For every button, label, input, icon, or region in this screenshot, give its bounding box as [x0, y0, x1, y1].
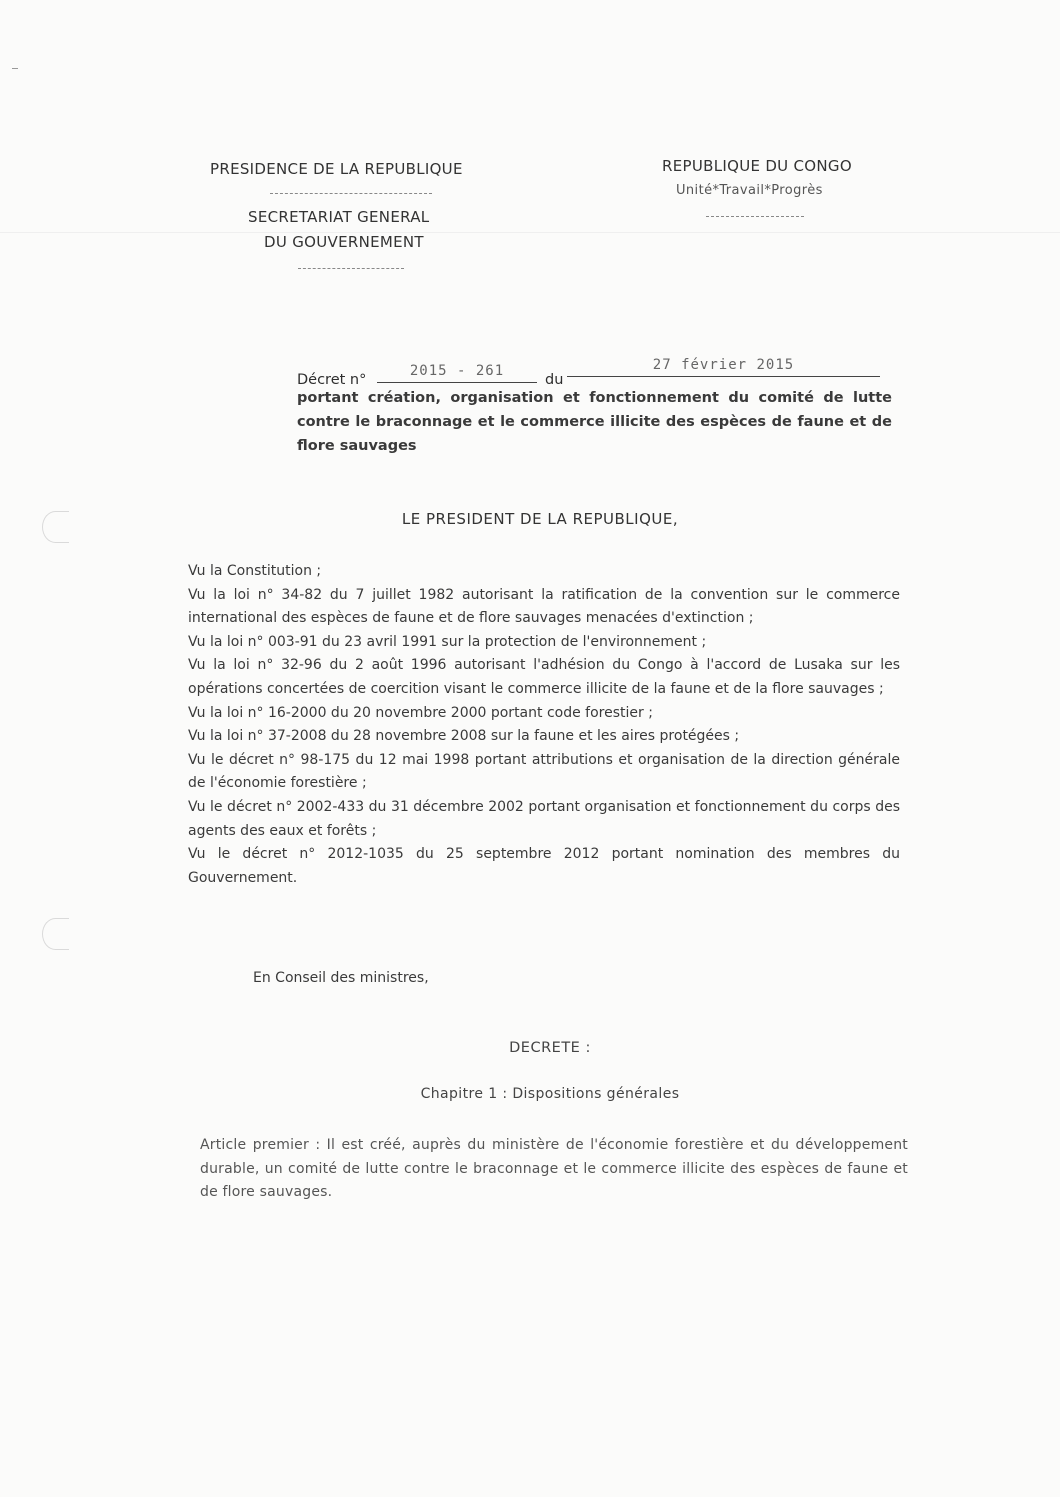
header-left-separator-1: [270, 193, 432, 194]
visa-item: Vu la Constitution ;: [188, 563, 322, 579]
decrete-heading: DECRETE :: [509, 1040, 591, 1056]
visa-item: Vu le décret n° 2012-1035 du 25 septembre 2012 portant nomination des membres du Gouvernement.: [188, 846, 900, 886]
decree-du: du: [545, 372, 564, 388]
visa-item: Vu la loi n° 37-2008 du 28 novembre 2008 sur la faune et les aires protégées ;: [188, 728, 740, 745]
header-republique: REPUBLIQUE DU CONGO: [662, 157, 852, 175]
article-premier: Article premier : Il est créé, auprès du ministère de l'économie forestière et du développement durable, un comité de lutte contre le braconnage et le commerce illicite des espèces de faune et de flore sauvages.: [200, 1137, 908, 1200]
visa-item: Vu le décret n° 98-175 du 12 mai 1998 portant attributions et organisation de la direction générale de l'économie forestière ;: [188, 751, 900, 792]
president-heading: LE PRESIDENT DE LA REPUBLIQUE,: [401, 510, 679, 528]
header-presidence: PRESIDENCE DE LA REPUBLIQUE: [210, 160, 463, 178]
decree-title: portant création, organisation et fonctionnement du comité de lutte contre le braconnage et le commerce illicite des espèces de faune et de flore sauvages: [297, 390, 892, 454]
decree-number: 2015 - 261: [377, 362, 537, 383]
header-gouvernement: DU GOUVERNEMENT: [264, 233, 424, 251]
visa-item: Vu la loi n° 34-82 du 7 juillet 1982 autorisant la ratification de la convention sur le commerce international des espèces de faune et de flore sauvages menacées d'extinction ;: [188, 586, 900, 627]
chapter-heading: Chapitre 1 : Dispositions générales: [420, 1086, 680, 1102]
header-left-separator-2: [298, 268, 404, 269]
visa-item: Vu le décret n° 2002-433 du 31 décembre 2002 portant organisation et fonctionnement du corps des agents des eaux et forêts ;: [188, 798, 900, 839]
header-secretariat: SECRETARIAT GENERAL: [248, 208, 430, 226]
decree-date: 27 février 2015: [567, 356, 880, 377]
header-right-separator: [706, 216, 804, 217]
header-motto: Unité*Travail*Progrès: [676, 183, 823, 198]
decree-prefix: Décret n°: [297, 372, 367, 388]
punch-hole: [42, 511, 69, 543]
visas-list: [188, 560, 900, 890]
visa-item: Vu la loi n° 16-2000 du 20 novembre 2000 portant code forestier ;: [188, 704, 653, 721]
scan-fold-line: [0, 232, 1060, 233]
decree-title-block: [297, 357, 892, 458]
scan-mark: [12, 68, 18, 69]
visa-item: Vu la loi n° 32-96 du 2 août 1996 autorisant l'adhésion du Congo à l'accord de Lusaka sur les opérations concertées de coercition visant le commerce illicite de la faune et de la flore sauvages ;: [188, 657, 900, 697]
punch-hole: [42, 918, 69, 950]
decree-reference-line: [297, 357, 892, 388]
conseil-des-ministres: En Conseil des ministres,: [253, 970, 429, 986]
visa-item: Vu la loi n° 003-91 du 23 avril 1991 sur la protection de l'environnement ;: [188, 633, 707, 650]
